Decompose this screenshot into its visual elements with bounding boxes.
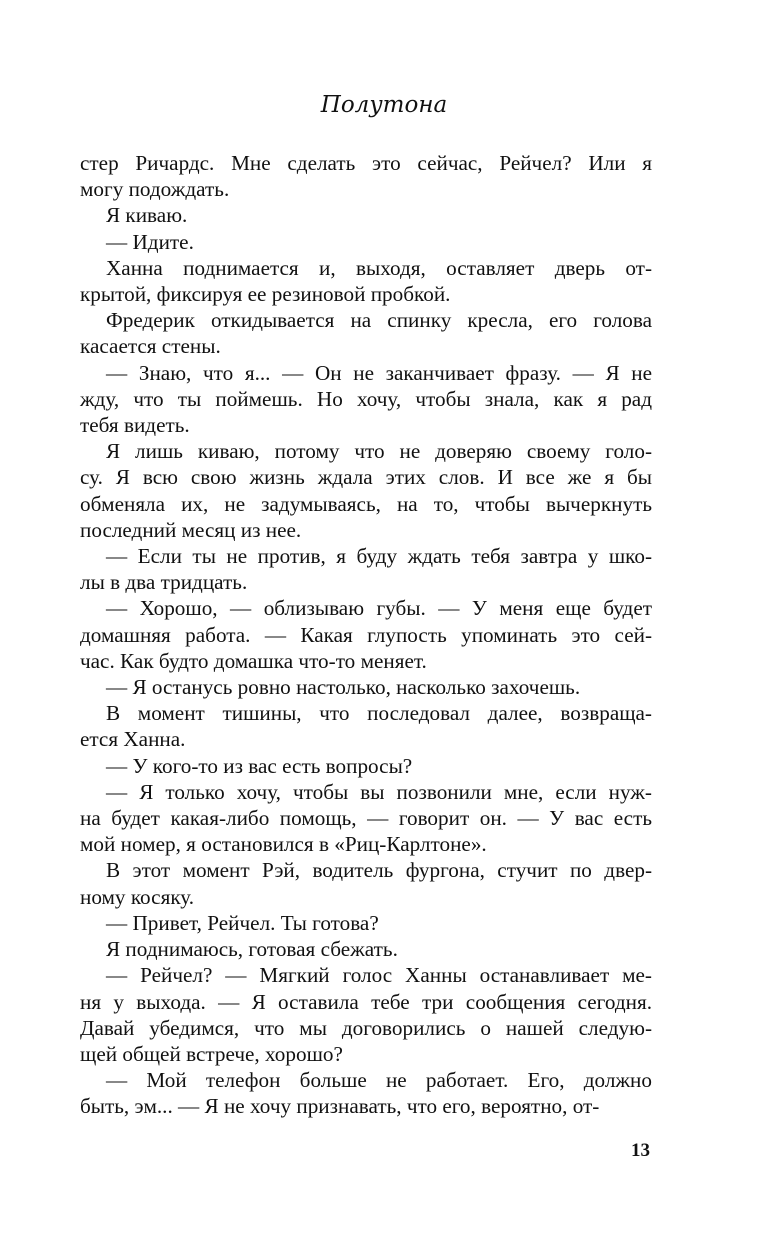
running-head: Полутона xyxy=(320,92,448,118)
text-line: — Идите. xyxy=(106,229,194,254)
text-line: Я поднимаюсь, готовая сбежать. xyxy=(106,937,398,962)
text-line: касается стены. xyxy=(80,334,221,359)
paragraph xyxy=(80,753,652,779)
text-line: последний месяц из нее. xyxy=(80,517,302,542)
text-line: — Если ты не против, я буду ждать тебя завтра у шко- xyxy=(106,544,652,569)
text-line: на будет какая-либо помощь, — говорит он. — У вас есть xyxy=(80,806,652,831)
text-line: су. Я всю свою жизнь ждала этих слов. И все же я бы xyxy=(80,465,652,490)
text-line: — Мой телефон больше не работает. Его, должно xyxy=(106,1068,652,1093)
text-line: ется Ханна. xyxy=(80,727,186,752)
paragraph xyxy=(80,595,652,674)
text-line: — Хорошо, — облизываю губы. — У меня еще будет xyxy=(106,596,652,621)
paragraph xyxy=(80,674,652,700)
paragraph xyxy=(80,700,652,752)
paragraph xyxy=(80,962,652,1067)
text-line: — Знаю, что я... — Он не заканчивает фразу. — Я не xyxy=(106,360,652,385)
paragraph xyxy=(80,150,652,202)
text-line: Ханна поднимается и, выходя, оставляет дверь от- xyxy=(106,255,652,280)
text-line: — Я останусь ровно настолько, насколько захочешь. xyxy=(106,675,581,700)
paragraph xyxy=(80,779,652,858)
text-line: — У кого-то из вас есть вопросы? xyxy=(106,753,413,778)
paragraph xyxy=(80,229,652,255)
text-line: тебя видеть. xyxy=(80,413,190,438)
text-line: домашняя работа. — Какая глупость упоминать это сей- xyxy=(80,622,652,647)
text-line: ному косяку. xyxy=(80,884,195,909)
paragraph xyxy=(80,910,652,936)
text-line: быть, эм... — Я не хочу признавать, что его, вероятно, от- xyxy=(80,1094,600,1119)
paragraph xyxy=(80,438,652,543)
paragraph xyxy=(80,360,652,439)
text-line: — Рейчел? — Мягкий голос Ханны останавливает ме- xyxy=(106,963,652,988)
body-text xyxy=(80,150,652,1120)
paragraph xyxy=(80,307,652,359)
text-line: крытой, фиксируя ее резиновой пробкой. xyxy=(80,282,451,307)
text-line: — Привет, Рейчел. Ты готова? xyxy=(106,910,379,935)
text-line: Я лишь киваю, потому что не доверяю своему голо- xyxy=(106,439,652,464)
text-line: час. Как будто домашка что-то меняет. xyxy=(80,648,427,673)
paragraph xyxy=(80,202,652,228)
text-line: Давай убедимся, что мы договорились о нашей следую- xyxy=(80,1015,652,1040)
text-line: — Я только хочу, чтобы вы позвонили мне, если нуж- xyxy=(106,779,652,804)
text-line: В этот момент Рэй, водитель фургона, стучит по двер- xyxy=(106,858,652,883)
paragraph xyxy=(80,543,652,595)
text-line: стер Ричардс. Мне сделать это сейчас, Рейчел? Или я xyxy=(80,151,652,175)
text-line: Фредерик откидывается на спинку кресла, его голова xyxy=(106,308,652,333)
text-line: лы в два тридцать. xyxy=(80,570,248,595)
text-line: щей общей встрече, хорошо? xyxy=(80,1041,343,1066)
paragraph xyxy=(80,857,652,909)
paragraph xyxy=(80,936,652,962)
text-line: В момент тишины, что последовал далее, возвраща- xyxy=(106,701,652,726)
text-line: ня у выхода. — Я оставила тебе три сообщения сегодня. xyxy=(80,989,652,1014)
paragraph xyxy=(80,255,652,307)
text-line: мой номер, я остановился в «Риц-Карлтоне». xyxy=(80,832,487,857)
paragraph xyxy=(80,1067,652,1119)
text-line: обменяла их, не задумываясь, на то, чтобы вычеркнуть xyxy=(80,491,652,516)
text-line: могу подождать. xyxy=(80,177,230,202)
page-number: 13 xyxy=(631,1140,650,1161)
text-line: жду, что ты поймешь. Но хочу, чтобы знала, как я рад xyxy=(80,386,652,411)
text-line: Я киваю. xyxy=(106,203,188,228)
